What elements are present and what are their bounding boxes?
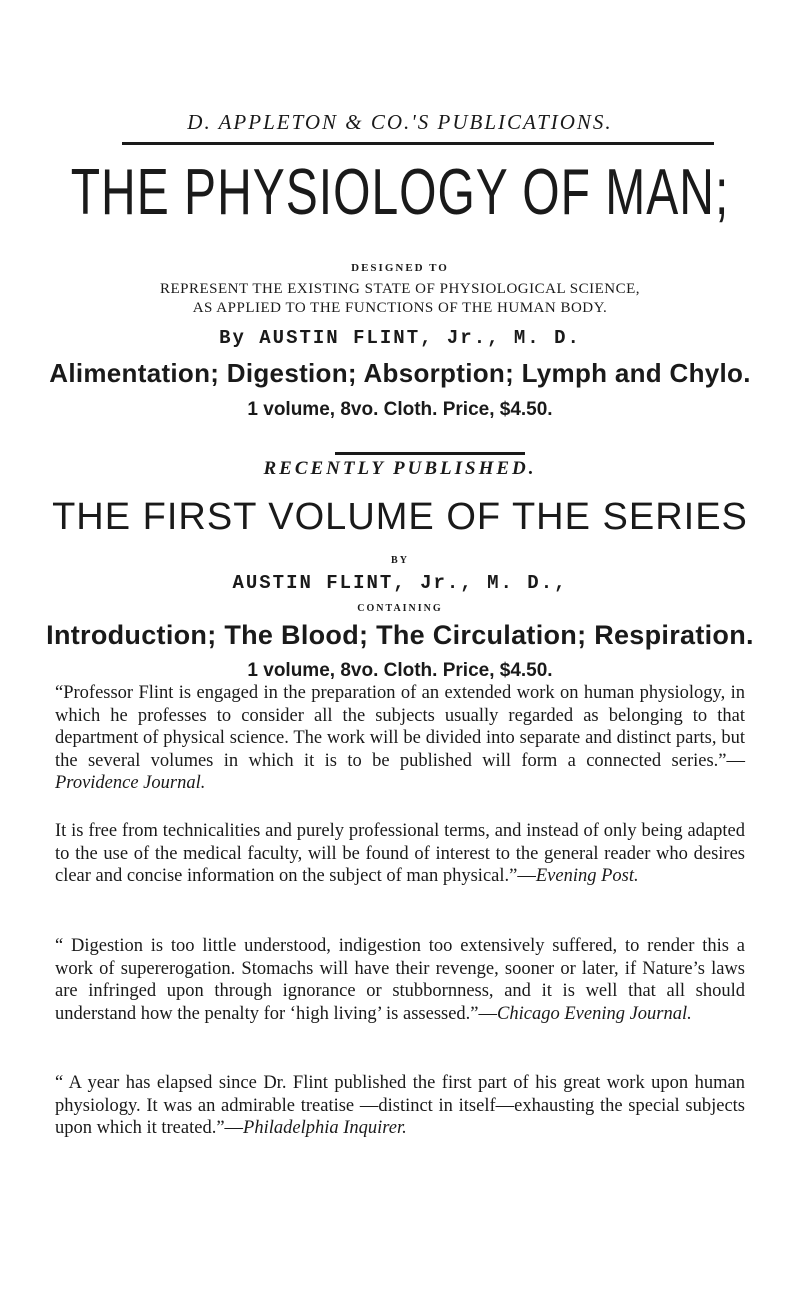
section-rule xyxy=(335,452,525,455)
book2-topics: Introduction; The Blood; The Circulation; Respiration. xyxy=(46,620,754,650)
book2-price: 1 volume, 8vo. Cloth. Price, $4.50. xyxy=(247,660,553,681)
review-quote xyxy=(55,1072,745,1140)
book1-price: 1 volume, 8vo. Cloth. Price, $4.50. xyxy=(247,399,553,420)
review-text: “ A year has elapsed since Dr. Flint published the first part of his great work upon human physiology. It was an admirable treatise —distinct in itself—exhausting the special subjects upon which it treated.”— xyxy=(55,1073,745,1138)
book1-title: THE PHYSIOLOGY OF MAN; xyxy=(70,157,730,229)
recently-published-heading: RECENTLY PUBLISHED. xyxy=(263,458,537,479)
review-quote xyxy=(55,935,745,1025)
book2-by: BY xyxy=(391,555,409,566)
review-source: Evening Post. xyxy=(535,866,639,886)
publisher-header: D. APPLETON & CO.'S PUBLICATIONS. xyxy=(187,110,613,134)
book2-containing: CONTAINING xyxy=(357,603,443,614)
book1-topics: Alimentation; Digestion; Absorption; Lymph and Chylo. xyxy=(49,358,751,388)
book1-author: By AUSTIN FLINT, Jr., M. D. xyxy=(219,327,581,349)
book2-title: THE FIRST VOLUME OF THE SERIES xyxy=(52,496,748,538)
book1-description-line1: REPRESENT THE EXISTING STATE OF PHYSIOLOGICAL SCIENCE, xyxy=(159,281,641,297)
review-quote xyxy=(55,820,745,888)
review-source: Philadelphia Inquirer. xyxy=(243,1118,407,1138)
review-text: “Professor Flint is engaged in the preparation of an extended work on human physiology, in which he professes to consider all the subjects usually regarded as belonging to that department of physical science. The work will be divided into separate and distinct parts, but the several volumes in which it is to be published will form a connected series.”— xyxy=(55,683,745,771)
book2-author: AUSTIN FLINT, Jr., M. D., xyxy=(232,572,568,594)
book1-description-line2: AS APPLIED TO THE FUNCTIONS OF THE HUMAN BODY. xyxy=(192,300,608,316)
header-rule xyxy=(122,142,714,145)
review-quote xyxy=(55,682,745,795)
book1-designed-to: DESIGNED TO xyxy=(351,262,449,274)
review-source: Chicago Evening Journal. xyxy=(497,1003,692,1024)
review-text: “ Digestion is too little understood, indigestion too extensively suffered, to render this a work of supererogation. Stomachs will have their revenge, sooner or later, if Nature’s laws are infringed upon through ignorance or stubbornness, and it is well that all should understand how the penalty for ‘high living’ is assessed.”— xyxy=(55,936,745,1024)
review-source: Providence Journal. xyxy=(55,773,206,793)
review-text: It is free from technicalities and purely professional terms, and instead of only being adapted to the use of the medical faculty, will be found of interest to the general reader who desires clear and concise information on the subject of man physical.”— xyxy=(55,821,745,886)
